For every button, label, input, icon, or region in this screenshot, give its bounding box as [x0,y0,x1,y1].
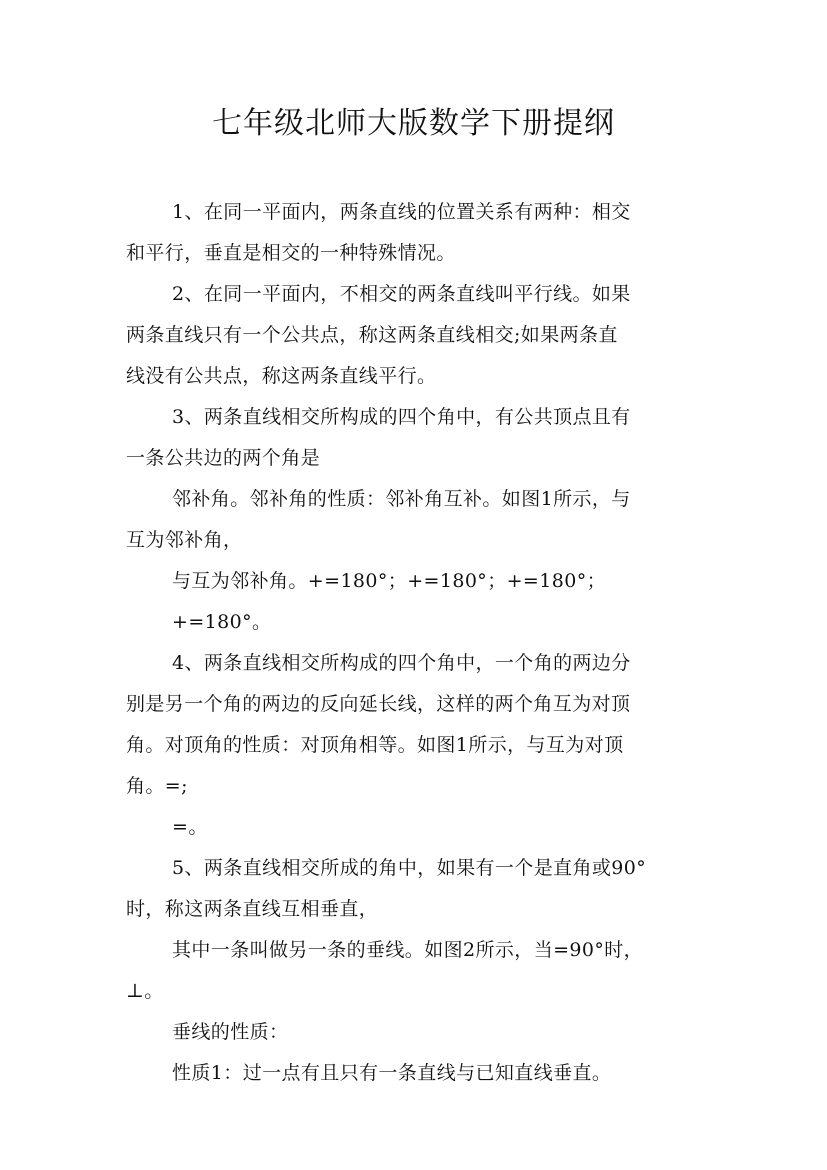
paragraph-line: 互为邻补角， [126,529,243,551]
document-body [126,192,702,1094]
paragraph-line: 5、两条直线相交所成的角中，如果有一个是直角或90° [172,857,647,879]
paragraph-line: +=180°。 [172,611,272,633]
paragraph-line: 垂线的性质： [172,1021,289,1043]
paragraph-line: 其中一条叫做另一条的垂线。如图2所示，当=90°时， [172,939,644,961]
paragraph-line: 与互为邻补角。+=180°；+=180°；+=180°； [172,570,607,592]
paragraph-line: 1、在同一平面内，两条直线的位置关系有两种：相交 [172,201,631,223]
paragraph-line: 3、两条直线相交所构成的四个角中，有公共顶点且有 [172,406,631,428]
paragraph-line: =。 [172,816,208,838]
paragraph-line: 2、在同一平面内，不相交的两条直线叫平行线。如果 [172,283,631,305]
paragraph-line: 角。=; [126,775,188,797]
paragraph-line: 性质1：过一点有且只有一条直线与已知直线垂直。 [172,1062,612,1084]
paragraph-line: 别是另一个角的两边的反向延长线，这样的两个角互为对顶 [126,693,631,715]
paragraph-line: 邻补角。邻补角的性质：邻补角互补。如图1所示，与 [172,488,631,510]
document-title: 七年级北师大版数学下册提纲 [212,106,615,141]
paragraph-line: 线没有公共点，称这两条直线平行。 [126,365,437,387]
paragraph-line: 时，称这两条直线互相垂直， [126,898,379,920]
paragraph-line: 角。对顶角的性质：对顶角相等。如图1所示，与互为对顶 [126,734,624,756]
paragraph-line: 两条直线只有一个公共点，称这两条直线相交;如果两条直 [126,324,618,346]
paragraph-line: 4、两条直线相交所构成的四个角中，一个角的两边分 [172,652,631,674]
paragraph-line: ⊥。 [126,980,164,1002]
paragraph-line: 和平行，垂直是相交的一种特殊情况。 [126,242,456,264]
paragraph-line: 一条公共边的两个角是 [126,447,321,469]
